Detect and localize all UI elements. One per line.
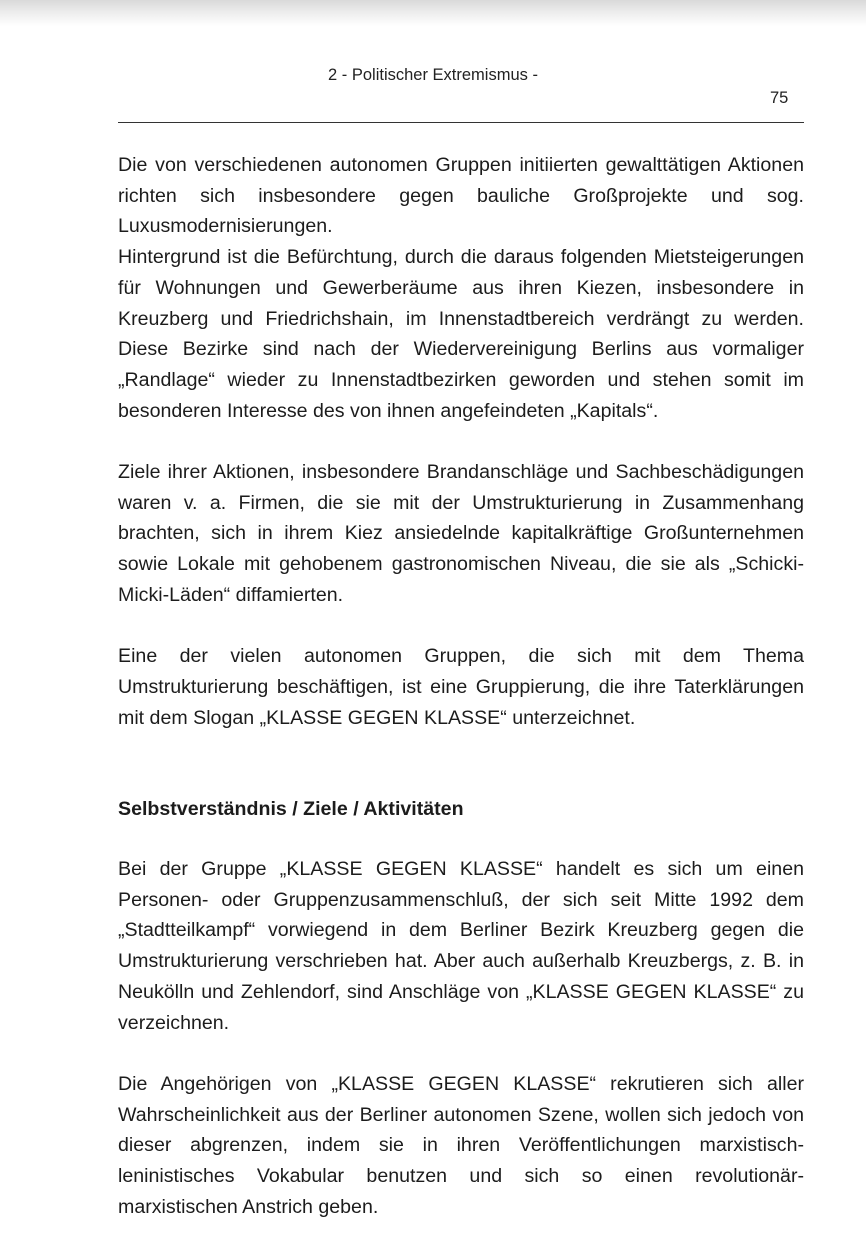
page-number: 75 bbox=[770, 89, 789, 107]
page-body bbox=[118, 150, 804, 1222]
chapter-title: 2 - Politischer Extremismus - bbox=[328, 66, 538, 84]
header-divider bbox=[118, 122, 804, 123]
paragraph-background: Hintergrund ist die Befürchtung, durch die daraus folgenden Mietsteigerungen für Wohnungen und Gewerberäume aus ihren Kiezen, insbesondere in Kreuzberg und Friedrichshain, im Innenstadtbereich verdrängt zu werden. Diese Bezirke sind nach der Wiedervereinigung Berlins aus vormaliger „Randlage“ wieder zu Innenstadtbezirken geworden und stehen somit im besonderen Interesse des von ihnen angefeindeten „Kapitals“. bbox=[118, 246, 804, 422]
scan-edge-shadow bbox=[0, 0, 866, 26]
paragraph-targets: Ziele ihrer Aktionen, insbesondere Brandanschläge und Sachbeschädigungen waren v. a. Firmen, die sie mit der Umstrukturierung in Zusammenhang brachten, sich in ihrem Kiez ansiedelnde kapitalkräftige Großunternehmen sowie Lokale mit gehobenem gastronomischen Niveau, die sie als „Schicki-Micki-Läden“ diffamierten. bbox=[118, 461, 804, 606]
page-header bbox=[0, 62, 866, 132]
section-paragraph-self-image: Bei der Gruppe „KLASSE GEGEN KLASSE“ handelt es sich um einen Personen- oder Gruppenzusammenschluß, der sich seit Mitte 1992 dem „Stadtteilkampf“ vorwiegend in dem Berliner Bezirk Kreuzberg gegen die Umstrukturierung verschrieben hat. Aber auch außerhalb Kreuzbergs, z. B. in Neukölln und Zehlendorf, sind Anschläge von „KLASSE GEGEN KLASSE“ zu verzeichnen. bbox=[118, 858, 804, 1034]
paragraph-intro: Die von verschiedenen autonomen Gruppen initiierten gewalttätigen Aktionen richten sich insbesondere gegen bauliche Großprojekte und sog. Luxusmodernisierungen. bbox=[118, 154, 804, 238]
section-heading: Selbstverständnis / Ziele / Aktivitäten bbox=[118, 798, 464, 821]
paragraph-group: Eine der vielen autonomen Gruppen, die sich mit dem Thema Umstrukturierung beschäftigen, ist eine Gruppierung, die ihre Taterklärungen mit dem Slogan „KLASSE GEGEN KLASSE“ unterzeichnet. bbox=[118, 645, 804, 729]
section-paragraph-members: Die Angehörigen von „KLASSE GEGEN KLASSE“ rekrutieren sich aller Wahrscheinlichkeit aus der Berliner autonomen Szene, wollen sich jedoch von dieser abgrenzen, indem sie in ihren Veröffentlichungen marxistisch-leninistisches Vokabular benutzen und sich so einen revolutionär-marxistischen Anstrich geben. bbox=[118, 1072, 804, 1218]
